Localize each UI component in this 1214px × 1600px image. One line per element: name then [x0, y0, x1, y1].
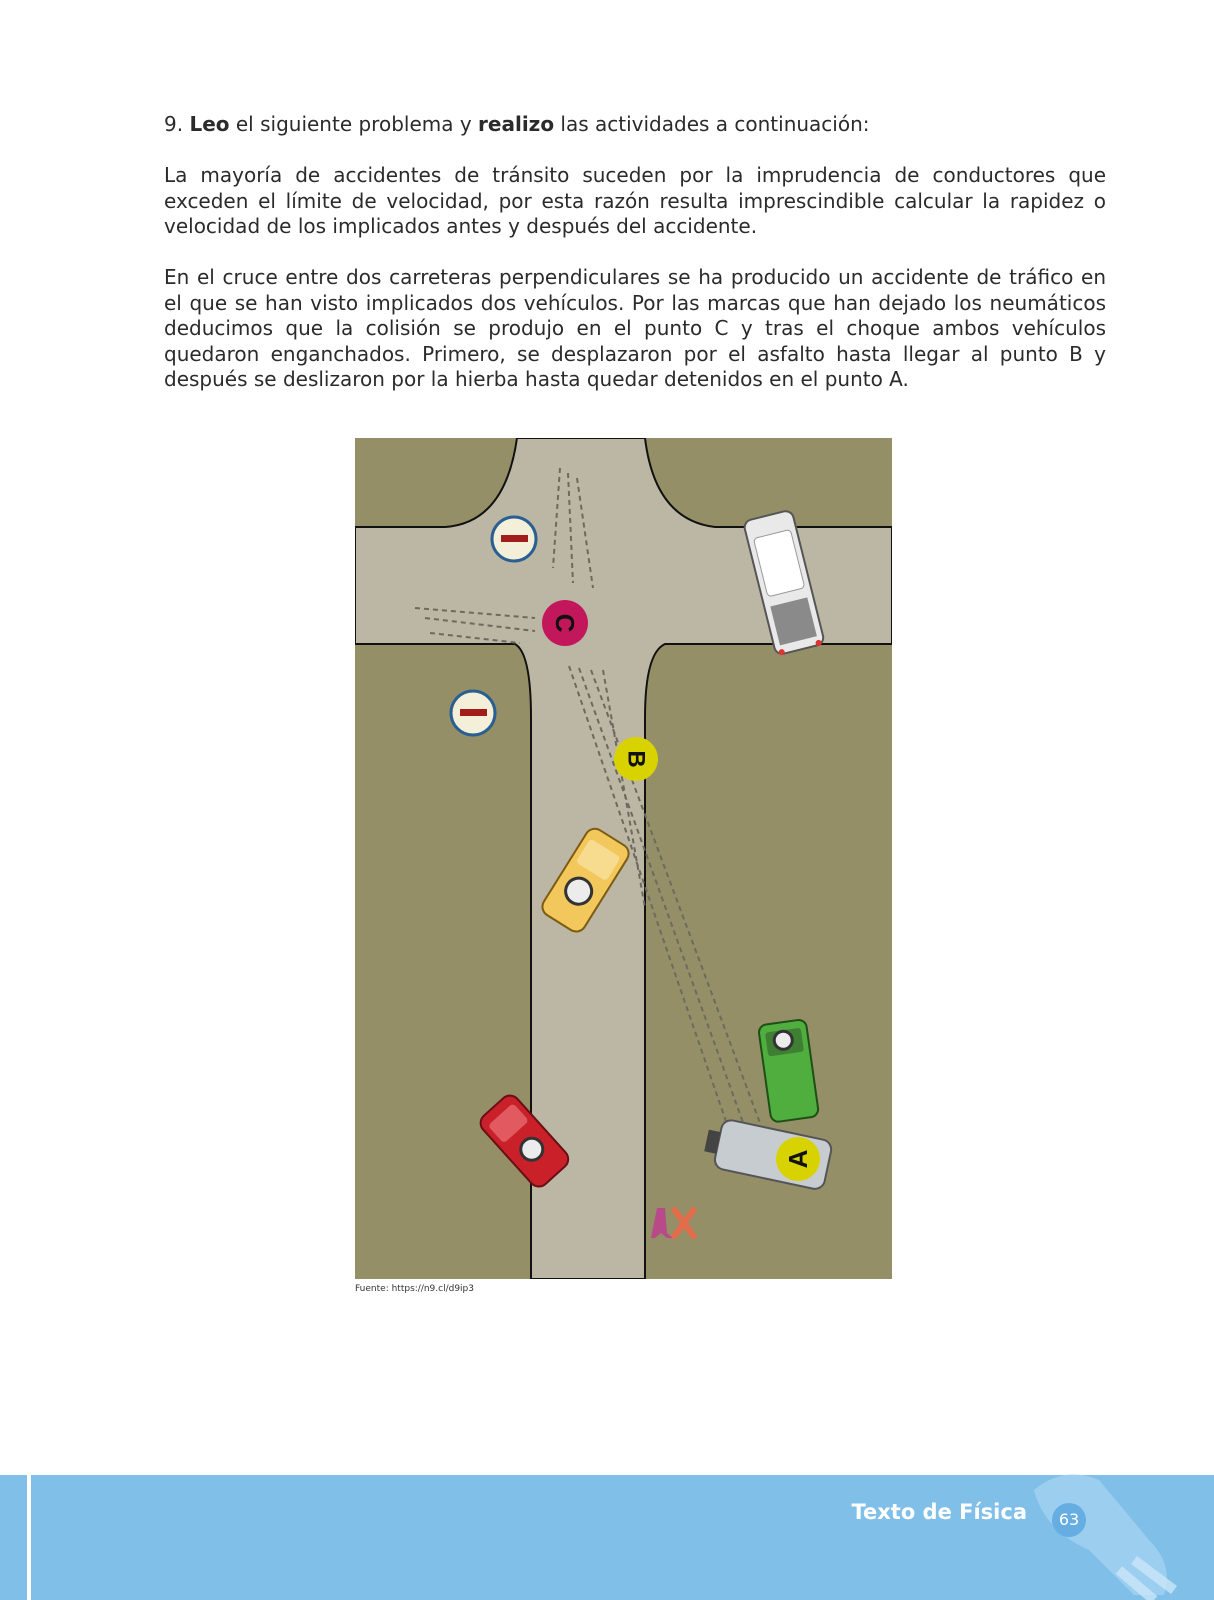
verb-leo: Leo — [189, 112, 230, 136]
point-a-marker — [776, 1137, 820, 1181]
paragraph-2: En el cruce entre dos carreteras perpendiculares se ha producido un accidente de tráfico en el que se han visto implicados dos vehículos. Por las marcas que han dejado los neumáticos deducimos que la colisión se produjo en el punto C y tras el choque ambos vehículos quedaron enganchados. Primero, se desplazaron por el asfalto hasta llegar al punto B y después se deslizaron por la hierba hasta quedar detenidos en el punto A. — [164, 265, 1106, 391]
figure-caption: Fuente: https://n9.cl/d9ip3 — [355, 1284, 474, 1294]
paragraph-1: La mayoría de accidentes de tránsito suceden por la imprudencia de conductores que exceden el límite de velocidad, por esta razón resulta imprescindible calcular la rapidez o velocidad de los implicados antes y después del accidente. — [164, 163, 1106, 238]
point-a-label: A — [783, 1149, 813, 1169]
exercise-heading — [164, 112, 1106, 138]
book-title: Texto de Física — [851, 1500, 1027, 1524]
verb-realizo: realizo — [478, 112, 555, 136]
point-b-marker — [614, 737, 658, 781]
footer-divider — [27, 1475, 31, 1600]
rocket-icon — [1024, 1470, 1184, 1600]
page-number: 63 — [1052, 1503, 1086, 1537]
point-c-marker — [542, 600, 588, 646]
point-c-label: C — [550, 613, 580, 633]
accident-diagram — [355, 438, 892, 1279]
point-b-label: B — [622, 750, 650, 768]
no-entry-sign-icon — [451, 691, 495, 735]
heading-end: las actividades a continuación: — [560, 112, 870, 136]
exercise-number: 9. — [164, 112, 184, 136]
heading-mid: el siguiente problema y — [235, 112, 472, 136]
no-entry-sign-icon — [492, 517, 536, 561]
